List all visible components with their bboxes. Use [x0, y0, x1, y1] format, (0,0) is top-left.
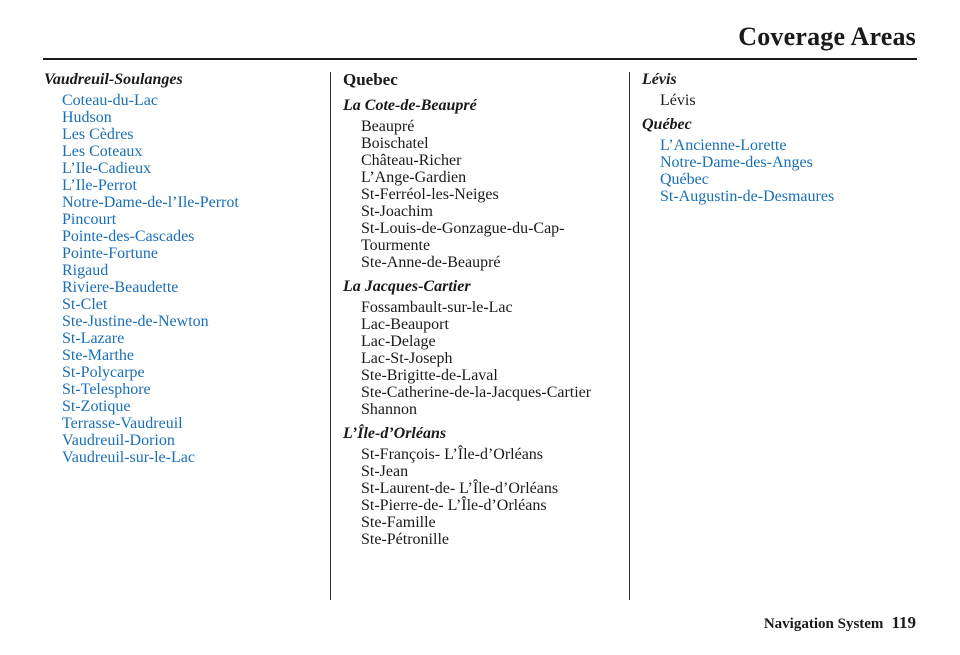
- region-heading: Quebec: [343, 70, 398, 89]
- locality-item: Lac-Delage: [361, 333, 436, 350]
- locality-item: Beaupré: [361, 118, 415, 135]
- locality-item: Ste-Anne-de-Beaupré: [361, 254, 501, 271]
- locality-link[interactable]: Coteau-du-Lac: [62, 92, 158, 109]
- locality-link[interactable]: Ste-Marthe: [62, 347, 134, 364]
- locality-link[interactable]: St-Telesphore: [62, 381, 151, 398]
- locality-item: Boischatel: [361, 135, 429, 152]
- locality-link[interactable]: Pointe-des-Cascades: [62, 228, 195, 245]
- page-title: Coverage Areas: [738, 22, 916, 51]
- locality-item: St-Jean: [361, 463, 409, 480]
- locality-link[interactable]: St-Zotique: [62, 398, 131, 415]
- locality-link[interactable]: Notre-Dame-de-l’Ile-Perrot: [62, 194, 239, 211]
- footer-label: Navigation System: [763, 616, 884, 632]
- page-number: 119: [891, 613, 916, 632]
- locality-link[interactable]: St-Augustin-de-Desmaures: [660, 188, 835, 205]
- locality-link[interactable]: Vaudreuil-Dorion: [62, 432, 175, 449]
- locality-item: Ste-Brigitte-de-Laval: [361, 367, 498, 384]
- locality-link[interactable]: Notre-Dame-des-Anges: [660, 154, 813, 171]
- section-heading: La Jacques-Cartier: [343, 278, 471, 295]
- locality-item: Ste-Famille: [361, 514, 436, 531]
- locality-list: [361, 299, 623, 418]
- locality-item: St-Louis-de-Gonzague-du-Cap-: [361, 220, 565, 237]
- title-divider: [43, 58, 917, 60]
- locality-item: Château-Richer: [361, 152, 462, 169]
- locality-item: St-Ferréol-les-Neiges: [361, 186, 499, 203]
- locality-item: Tourmente: [361, 237, 431, 254]
- column-divider: [629, 72, 630, 600]
- page-footer: [764, 613, 916, 633]
- locality-item: St-François- L’Île-d’Orléans: [361, 446, 544, 463]
- locality-link[interactable]: Pointe-Fortune: [62, 245, 158, 262]
- locality-link[interactable]: Québec: [660, 171, 709, 188]
- locality-link[interactable]: St-Lazare: [62, 330, 125, 347]
- locality-link[interactable]: Riviere-Beaudette: [62, 279, 179, 296]
- locality-item: Ste-Catherine-de-la-Jacques-Cartier: [361, 384, 592, 401]
- locality-link[interactable]: St-Clet: [62, 296, 108, 313]
- locality-list: [660, 92, 922, 109]
- locality-item: St-Laurent-de- L’Île-d’Orléans: [361, 480, 559, 497]
- column-divider: [330, 72, 331, 600]
- locality-item: Lac-Beauport: [361, 316, 449, 333]
- locality-list: [361, 446, 623, 548]
- locality-item: Ste-Pétronille: [361, 531, 449, 548]
- locality-list: [62, 92, 324, 466]
- locality-link[interactable]: L’Ile-Perrot: [62, 177, 137, 194]
- locality-link[interactable]: Rigaud: [62, 262, 109, 279]
- section-heading: Québec: [642, 116, 692, 133]
- locality-link[interactable]: Vaudreuil-sur-le-Lac: [62, 449, 195, 466]
- locality-link[interactable]: Ste-Justine-de-Newton: [62, 313, 209, 330]
- locality-link[interactable]: Pincourt: [62, 211, 117, 228]
- column-levis-quebec: [642, 70, 922, 211]
- locality-item: Lac-St-Joseph: [361, 350, 453, 367]
- locality-list: [361, 118, 623, 271]
- section-heading: Lévis: [642, 71, 677, 88]
- section-heading: Vaudreuil-Soulanges: [44, 71, 183, 88]
- locality-link[interactable]: L’Ile-Cadieux: [62, 160, 152, 177]
- locality-item: St-Pierre-de- L’Île-d’Orléans: [361, 497, 547, 514]
- locality-link[interactable]: Les Cèdres: [62, 126, 134, 143]
- column-quebec: [343, 70, 623, 554]
- locality-link[interactable]: Les Coteaux: [62, 143, 143, 160]
- locality-link[interactable]: L’Ancienne-Lorette: [660, 137, 787, 154]
- locality-item: St-Joachim: [361, 203, 433, 220]
- locality-link[interactable]: St-Polycarpe: [62, 364, 145, 381]
- locality-item: Fossambault-sur-le-Lac: [361, 299, 513, 316]
- locality-link[interactable]: Terrasse-Vaudreuil: [62, 415, 183, 432]
- locality-item: L’Ange-Gardien: [361, 169, 467, 186]
- section-heading: L’Île-d’Orléans: [343, 425, 447, 442]
- locality-link[interactable]: Hudson: [62, 109, 112, 126]
- column-vaudreuil-soulanges: [44, 70, 324, 472]
- locality-item: Shannon: [361, 401, 417, 418]
- section-heading: La Cote-de-Beaupré: [343, 97, 477, 114]
- locality-item: Lévis: [660, 92, 696, 109]
- locality-list: [660, 137, 922, 205]
